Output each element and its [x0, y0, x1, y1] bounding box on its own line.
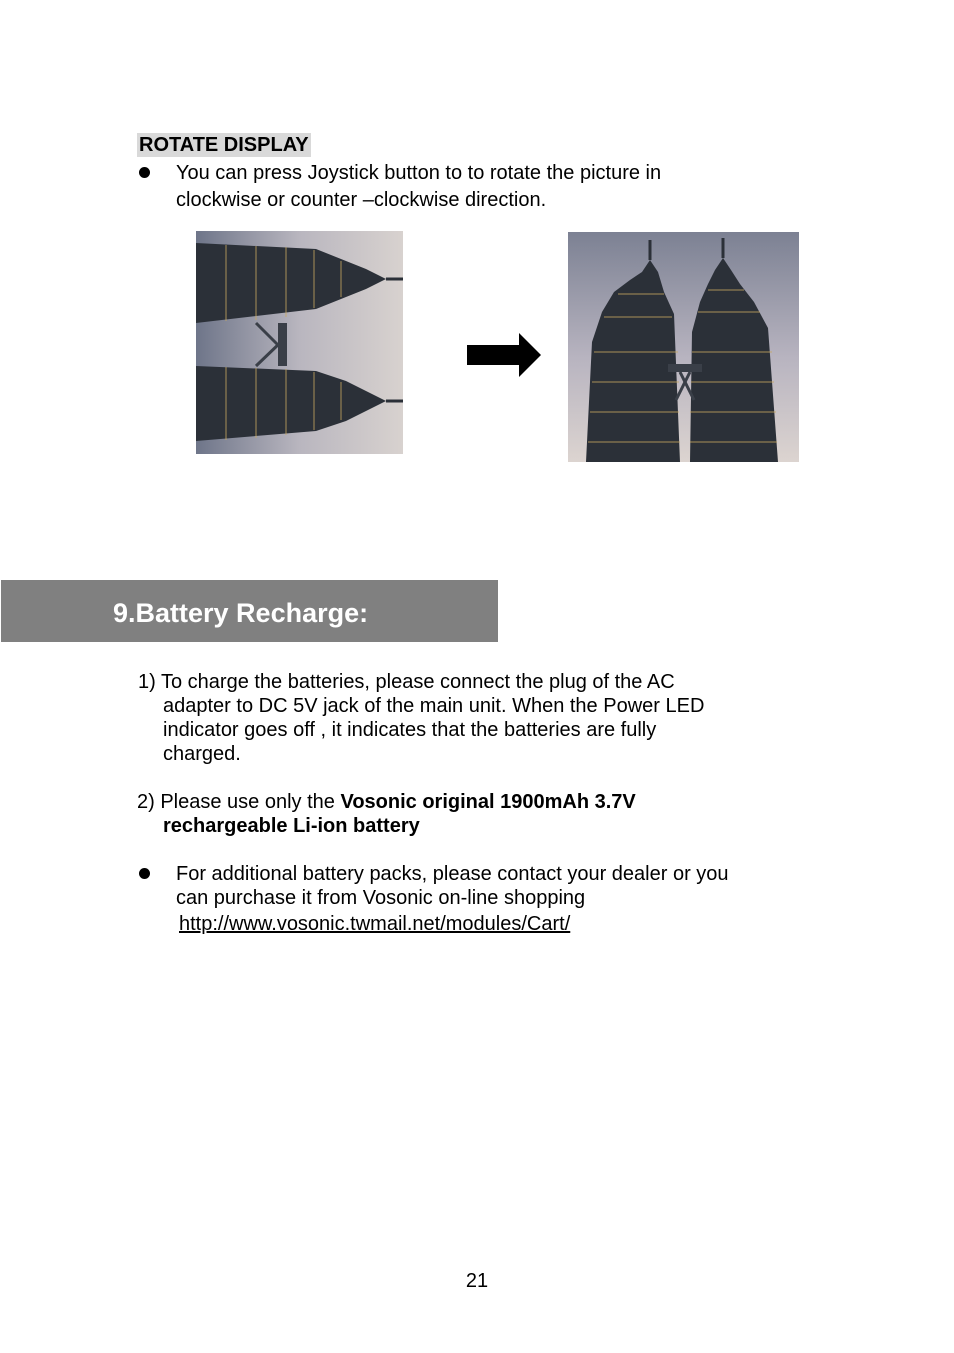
bullet-icon [139, 167, 150, 178]
bullet2-line-1: For additional battery packs, please contact your dealer or you [176, 863, 729, 885]
page-number: 21 [465, 1270, 489, 1292]
upright-twin-towers-image [568, 232, 799, 462]
section-title: 9.Battery Recharge: [113, 598, 369, 628]
item1-line-1: 1) To charge the batteries, please connect the plug of the AC [138, 671, 675, 693]
shopping-link[interactable]: http://www.vosonic.twmail.net/modules/Cart/ [179, 913, 571, 935]
item2-line-2 [163, 814, 420, 838]
upright-photo [568, 232, 799, 462]
item1-line-4: charged. [163, 743, 241, 765]
item2-bold-text: Vosonic original 1900mAh 3.7V [340, 791, 636, 813]
rotate-bullet-line-2: clockwise or counter –clockwise direction. [176, 189, 547, 211]
item2-line-1 [137, 790, 636, 814]
item2-bold-text-2: rechargeable Li-ion battery [163, 815, 420, 837]
rotate-display-heading: ROTATE DISPLAY [139, 134, 309, 156]
item1-line-3: indicator goes off , it indicates that the batteries are fully [163, 719, 657, 741]
item2-prefix: 2) Please use only the [137, 791, 341, 813]
right-arrow-icon [467, 333, 541, 377]
bullet-icon [139, 868, 150, 879]
rotate-bullet-line-1: You can press Joystick button to to rotate the picture in [176, 162, 662, 184]
item1-line-2: adapter to DC 5V jack of the main unit. When the Power LED [163, 695, 705, 717]
rotated-twin-towers-image [196, 231, 403, 454]
rotated-photo [196, 231, 403, 454]
bullet2-line-2: can purchase it from Vosonic on-line shopping [176, 887, 586, 909]
